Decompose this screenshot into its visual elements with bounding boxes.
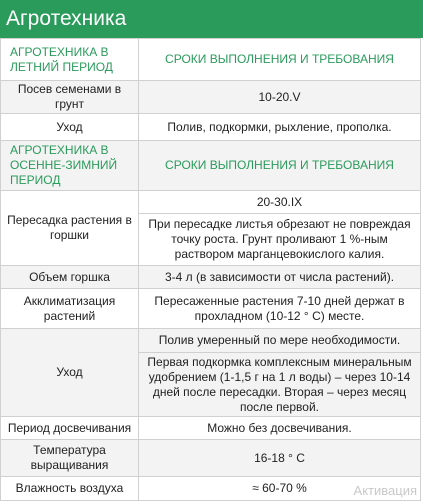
agrotech-table (0, 38, 421, 501)
row-label: Объем горшка (1, 266, 139, 289)
autumn-header-label: АГРОТЕХНИКА В ОСЕННЕ-ЗИМНИЙ ПЕРИОД (1, 141, 139, 191)
row-value: Первая подкормка комплексным минеральным удобрением (1-1,5 г на 1 л воды) – через 10-14 дней после пересадки. Вторая – через месяц после первой. (139, 353, 421, 417)
row-value: Полив умеренный по мере необходимости. (139, 329, 421, 353)
row-label: Влажность воздуха (1, 477, 139, 501)
row-value: 16-18 ° С (139, 440, 421, 477)
row-value: Полив, подкормки, рыхление, прополка. (139, 114, 421, 141)
row-value: Можно без досвечивания. (139, 417, 421, 440)
row-value: ≈ 60-70 % (139, 477, 421, 501)
autumn-header-value: СРОКИ ВЫПОЛНЕНИЯ И ТРЕБОВАНИЯ (139, 141, 421, 191)
table-row (1, 266, 421, 289)
row-label: Температура выращивания (1, 440, 139, 477)
row-value: 20-30.IX (139, 191, 421, 214)
table-row (1, 114, 421, 141)
table-row-autumn-header (1, 141, 421, 191)
table-row (1, 81, 421, 114)
row-label: Акклиматизация растений (1, 289, 139, 329)
row-label: Период досвечивания (1, 417, 139, 440)
row-value: 3-4 л (в зависимости от числа растений). (139, 266, 421, 289)
row-label: Уход (1, 329, 139, 417)
table-row (1, 440, 421, 477)
row-value: Пересаженные растения 7-10 дней держат в прохладном (10-12 ° С) месте. (139, 289, 421, 329)
summer-header-label: АГРОТЕХНИКА В ЛЕТНИЙ ПЕРИОД (1, 39, 139, 81)
table-row-summer-header (1, 39, 421, 81)
row-label: Уход (1, 114, 139, 141)
table-row (1, 329, 421, 353)
watermark: Активация (353, 483, 417, 498)
table-row (1, 289, 421, 329)
row-value: 10-20.V (139, 81, 421, 114)
page-title: Агротехника (0, 0, 423, 38)
table-row (1, 417, 421, 440)
row-label: Посев семенами в грунт (1, 81, 139, 114)
table-row (1, 191, 421, 214)
summer-header-value: СРОКИ ВЫПОЛНЕНИЯ И ТРЕБОВАНИЯ (139, 39, 421, 81)
row-label: Пересадка растения в горшки (1, 191, 139, 266)
row-value: При пересадке листья обрезают не повреждая точку роста. Грунт проливают 1 %-ным раствором марганцевокислого калия. (139, 214, 421, 266)
